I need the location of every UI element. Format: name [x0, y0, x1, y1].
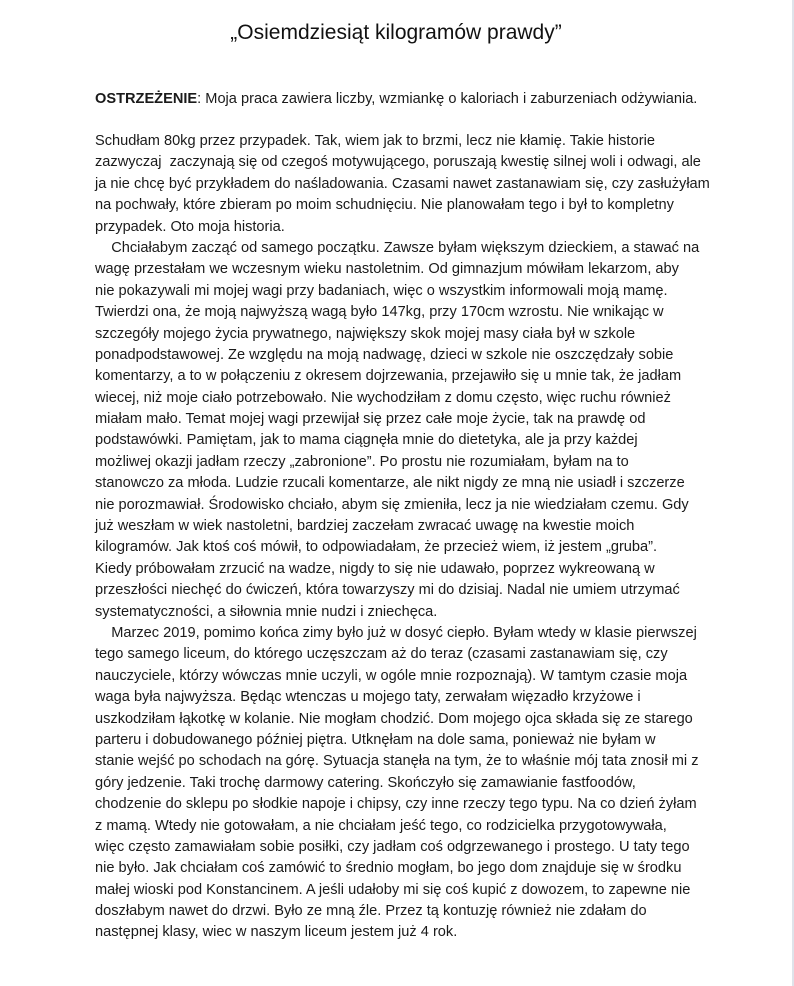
text-line: już weszłam w wiek nastoletni, bardziej zaczełam zwracać uwagę na kwestie moich	[95, 518, 635, 535]
text-line: miałam mało. Temat mojej wagi przewijał się przez całe moje życie, tak na prawdę od	[95, 411, 646, 428]
document-title: „Osiemdziesiąt kilogramów prawdy”	[230, 21, 562, 44]
text-line: góry jedzenie. Taki trochę darmowy catering. Skończyło się zamawianie fastfoodów,	[95, 774, 636, 791]
text-line: możliwej okazji jadłam rzeczy „zabronione”. Po prostu nie rozumiałam, byłam na to	[95, 453, 629, 470]
text-line: więc często zamawiałam sobie posiłki, czy jadłam coś odgrzewanego i prostego. U taty tego	[95, 838, 690, 855]
text-line: Kiedy próbowałam zrzucić na wadze, nigdy to się nie udawało, poprzez wykreowaną w	[95, 560, 655, 577]
text-line: nie pokazywali mi mojej wagi przy badaniach, więc o wszystkim informowali moją mamę.	[95, 282, 668, 299]
text-line: kilogramów. Jak ktoś coś mówił, to odpowiadałam, że przecież wiem, iż jestem „gruba”.	[95, 539, 658, 556]
document-body	[95, 131, 715, 944]
text-line: Twierdzi ona, że moją najwyższą wagą było 147kg, przy 170cm wzrostu. Nie wnikając w	[95, 304, 664, 321]
text-line: szczegóły mojego życia prywatnego, największy skok mojej masy ciała był w szkole	[95, 325, 636, 342]
text-line: komentarzy, a to w połączeniu z okresem dojrzewania, przejawiło się u mnie tak, że jadłam	[95, 368, 682, 385]
text-line: wiecej, niż moje ciało potrzebowało. Nie wychodziłam z domu często, więc ruchu również	[95, 389, 671, 406]
text-line: nie było. Jak chciałam coś zamówić to średnio mogłam, bo jego dom znajduje się w środku	[95, 860, 682, 877]
text-line: ponadpodstawowej. Ze względu na moją nadwagę, dzieci w szkole nie oszczędzały sobie	[95, 346, 674, 363]
text-line: stanie wejść po schodach na górę. Sytuacja stanęła na tym, że to właśnie mój tata znosił mi z	[95, 753, 699, 770]
text-line: uszkodziłam łąkotkę w kolanie. Nie mogłam chodzić. Dom mojego ojca składa się ze starego	[95, 710, 693, 727]
text-line: przeszłości niechęć do ćwiczeń, która towarzyszy mi do dzisiaj. Nadal nie umiem utrzymać	[95, 582, 680, 599]
text-line: Marzec 2019, pomimo końca zimy było już w dosyć ciepło. Byłam wtedy w klasie pierwszej	[95, 624, 697, 641]
text-line: podstawówki. Pamiętam, jak to mama ciągnęła mnie do dietetyka, ale ja przy każdej	[95, 432, 638, 449]
text-line: chodzenie do sklepu po słodkie napoje i chipsy, czy inne rzeczy tego typu. Na co dzień żyłam	[95, 796, 697, 813]
text-line: nie porozmawiał. Środowisko chciało, abym się zmieniła, lecz ja nie wiedziałam czemu. Gdy	[95, 496, 689, 513]
text-line: doszłabym nawet do drzwi. Było ze mną źle. Przez tą kontuzję również nie zdałam do	[95, 903, 647, 920]
text-line: nauczyciele, którzy wówczas mnie uczyli, w ogóle mnie rozpoznają). W tamtym czasie moja	[95, 667, 688, 684]
content-warning	[95, 89, 715, 110]
text-line: wagę przestałam we wczesnym wieku nastoletnim. Od gimnazjum mówiłam lekarzom, aby	[95, 261, 679, 278]
text-line: ja nie chcę być przykładem do naśladowania. Czasami nawet zastanawiam się, czy zasłużyłam	[95, 175, 710, 192]
text-line: z mamą. Wtedy nie gotowałam, a nie chciałam jeść tego, co rodzicielka przygotowywała,	[95, 817, 667, 834]
text-line: parteru i dobudowanego później piętra. Utknęłam na dole sama, ponieważ nie byłam w	[95, 731, 656, 748]
text-line: tego samego liceum, do którego uczęszczam aż do teraz (czasami zastanawiam się, czy	[95, 646, 668, 663]
text-line: stanowczo za młoda. Ludzie rzucali komentarze, ale nikt nigdy ze mną nie usiadł i szczerze	[95, 475, 685, 492]
text-line: systematyczności, a siłownia mnie nudzi i zniechęca.	[95, 603, 438, 620]
text-line: małej wioski pod Konstancinem. A jeśli udałoby mi się coś kupić z dowozem, to zapewne nie	[95, 881, 691, 898]
text-line: przypadek. Oto moja historia.	[95, 218, 285, 235]
text-line: Chciałabym zacząć od samego początku. Zawsze byłam większym dzieckiem, a stawać na	[95, 239, 700, 256]
text-line: Schudłam 80kg przez przypadek. Tak, wiem jak to brzmi, lecz nie kłamię. Takie historie	[95, 133, 655, 149]
text-line: następnej klasy, wiec w naszym liceum jestem już 4 rok.	[95, 924, 458, 941]
warning-text: : Moja praca zawiera liczby, wzmiankę o kaloriach i zaburzeniach odżywiania.	[197, 91, 698, 107]
text-line: na pochwały, które zbieram po moim schudnięciu. Nie planowałam tego i był to kompletny	[95, 197, 674, 214]
text-line: zazwyczaj zaczynają się od czegoś motywującego, poruszają kwestię silnej woli i odwagi, ale	[95, 154, 701, 171]
warning-label: OSTRZEŻENIE	[95, 91, 198, 107]
text-line: waga była najwyższa. Będąc wtenczas u mojego taty, zerwałam więzadło krzyżowe i	[95, 689, 641, 706]
